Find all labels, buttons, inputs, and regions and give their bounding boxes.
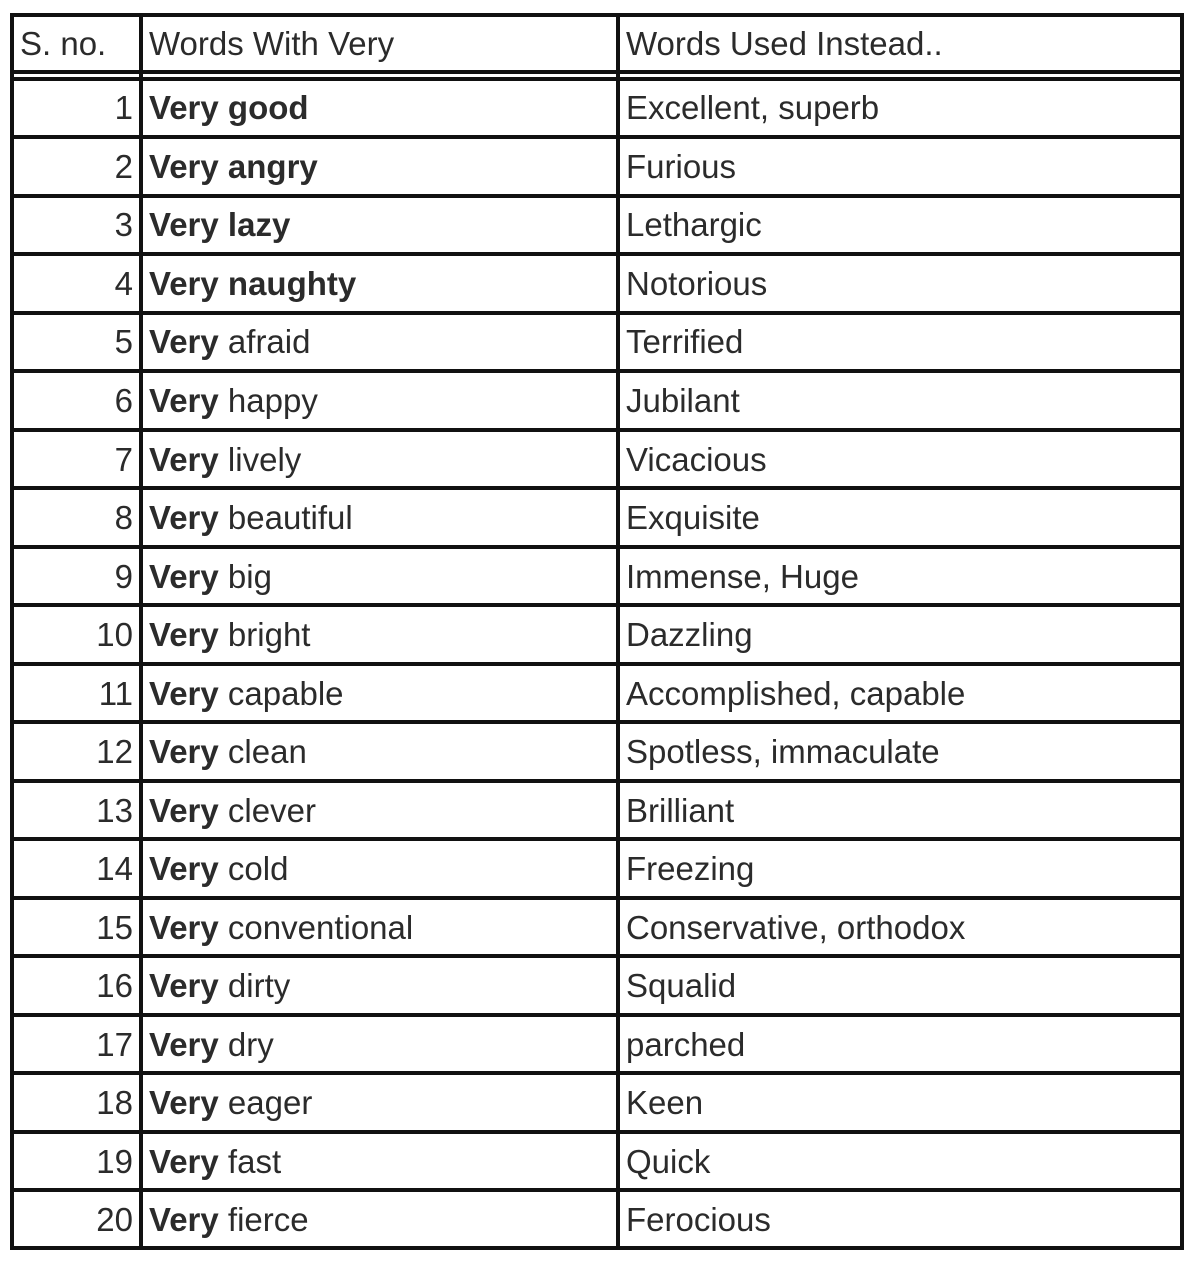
very-word: Very: [149, 557, 219, 595]
header-row: [14, 17, 1180, 72]
table-row: [14, 956, 1180, 1015]
replacement-words: Spotless, immaculate: [618, 722, 1180, 781]
row-number: 7: [14, 430, 141, 489]
header-words-used-instead: Words Used Instead..: [618, 17, 1180, 72]
phrase-with-very: [141, 1015, 618, 1074]
replacement-words: Exquisite: [618, 488, 1180, 547]
adjective-word: fast: [227, 1142, 282, 1180]
adjective-word: angry: [227, 147, 318, 185]
replacement-words: Freezing: [618, 839, 1180, 898]
table-row: [14, 1132, 1180, 1191]
phrase-with-very: [141, 1132, 618, 1191]
very-word: Very: [149, 440, 219, 478]
replacement-words: Excellent, superb: [618, 79, 1180, 138]
phrase-with-very: [141, 430, 618, 489]
very-word: Very: [149, 499, 219, 537]
table-row: [14, 137, 1180, 196]
table-row: [14, 488, 1180, 547]
very-word: Very: [149, 1084, 219, 1122]
very-word: Very: [149, 1200, 219, 1238]
row-number: 5: [14, 313, 141, 372]
adjective-word: fierce: [227, 1200, 309, 1238]
phrase-with-very: [141, 371, 618, 430]
adjective-word: clean: [227, 733, 307, 771]
row-number: 18: [14, 1073, 141, 1132]
adjective-word: good: [227, 89, 309, 127]
replacement-words: Immense, Huge: [618, 547, 1180, 606]
replacement-words: Keen: [618, 1073, 1180, 1132]
very-word: Very: [149, 323, 219, 361]
replacement-words: Dazzling: [618, 605, 1180, 664]
replacement-words: Notorious: [618, 254, 1180, 313]
table-row: [14, 547, 1180, 606]
adjective-word: afraid: [227, 323, 311, 361]
very-word: Very: [149, 382, 219, 419]
phrase-with-very: [141, 898, 618, 957]
replacement-words: Squalid: [618, 956, 1180, 1015]
spreadsheet-table: [10, 13, 1184, 1250]
table-row: [14, 196, 1180, 255]
very-word: Very: [149, 147, 219, 185]
row-number: 3: [14, 196, 141, 255]
table-row: [14, 313, 1180, 372]
table-row: [14, 898, 1180, 957]
replacement-words: Lethargic: [618, 196, 1180, 255]
adjective-word: naughty: [227, 264, 357, 302]
adjective-word: conventional: [227, 908, 414, 946]
row-number: 8: [14, 488, 141, 547]
row-number: 1: [14, 79, 141, 138]
row-number: 2: [14, 137, 141, 196]
replacement-words: Furious: [618, 137, 1180, 196]
replacement-words: Terrified: [618, 313, 1180, 372]
very-word: Very: [149, 674, 219, 712]
table-row: [14, 430, 1180, 489]
row-number: 12: [14, 722, 141, 781]
adjective-word: lazy: [227, 206, 291, 244]
very-word: Very: [149, 206, 219, 244]
phrase-with-very: [141, 79, 618, 138]
adjective-word: happy: [227, 382, 318, 419]
very-word: Very: [149, 850, 219, 888]
table-row: [14, 839, 1180, 898]
replacement-words: Quick: [618, 1132, 1180, 1191]
adjective-word: big: [227, 557, 272, 595]
adjective-word: lively: [227, 440, 302, 478]
row-number: 20: [14, 1190, 141, 1246]
very-word: Very: [149, 908, 219, 946]
table-row: [14, 781, 1180, 840]
phrase-with-very: [141, 781, 618, 840]
table-row: [14, 79, 1180, 138]
row-number: 9: [14, 547, 141, 606]
row-number: 14: [14, 839, 141, 898]
header-sno: S. no.: [14, 17, 141, 72]
adjective-word: dirty: [227, 967, 291, 1005]
table-row: [14, 664, 1180, 723]
row-number: 11: [14, 664, 141, 723]
adjective-word: clever: [227, 791, 316, 829]
table-row: [14, 371, 1180, 430]
phrase-with-very: [141, 839, 618, 898]
row-number: 4: [14, 254, 141, 313]
header-words-with-very: Words With Very: [141, 17, 618, 72]
adjective-word: eager: [227, 1084, 313, 1122]
phrase-with-very: [141, 1190, 618, 1246]
table-row: [14, 722, 1180, 781]
very-word: Very: [149, 89, 219, 127]
phrase-with-very: [141, 547, 618, 606]
very-word: Very: [149, 967, 219, 1005]
phrase-with-very: [141, 722, 618, 781]
replacement-words: Ferocious: [618, 1190, 1180, 1246]
row-number: 16: [14, 956, 141, 1015]
phrase-with-very: [141, 196, 618, 255]
adjective-word: dry: [227, 1025, 274, 1063]
very-word: Very: [149, 1142, 219, 1180]
very-word: Very: [149, 616, 219, 654]
replacement-words: Conservative, orthodox: [618, 898, 1180, 957]
row-number: 19: [14, 1132, 141, 1191]
table-row: [14, 254, 1180, 313]
replacement-words: Brilliant: [618, 781, 1180, 840]
row-number: 10: [14, 605, 141, 664]
table-row: [14, 1073, 1180, 1132]
table-row: [14, 605, 1180, 664]
row-number: 17: [14, 1015, 141, 1074]
replacement-words: Accomplished, capable: [618, 664, 1180, 723]
table-row: [14, 1015, 1180, 1074]
adjective-word: cold: [227, 850, 289, 888]
phrase-with-very: [141, 488, 618, 547]
row-number: 15: [14, 898, 141, 957]
phrase-with-very: [141, 664, 618, 723]
table-row: [14, 1190, 1180, 1246]
phrase-with-very: [141, 313, 618, 372]
very-word: Very: [149, 1025, 219, 1063]
replacement-words: Jubilant: [618, 371, 1180, 430]
phrase-with-very: [141, 605, 618, 664]
very-word: Very: [149, 733, 219, 771]
replacement-words: Vicacious: [618, 430, 1180, 489]
very-word: Very: [149, 264, 219, 302]
vocabulary-table: [14, 17, 1180, 1246]
replacement-words: parched: [618, 1015, 1180, 1074]
phrase-with-very: [141, 956, 618, 1015]
phrase-with-very: [141, 137, 618, 196]
adjective-word: capable: [227, 674, 344, 712]
very-word: Very: [149, 791, 219, 829]
adjective-word: beautiful: [227, 499, 353, 537]
adjective-word: bright: [227, 616, 311, 654]
row-number: 13: [14, 781, 141, 840]
phrase-with-very: [141, 254, 618, 313]
row-number: 6: [14, 371, 141, 430]
phrase-with-very: [141, 1073, 618, 1132]
